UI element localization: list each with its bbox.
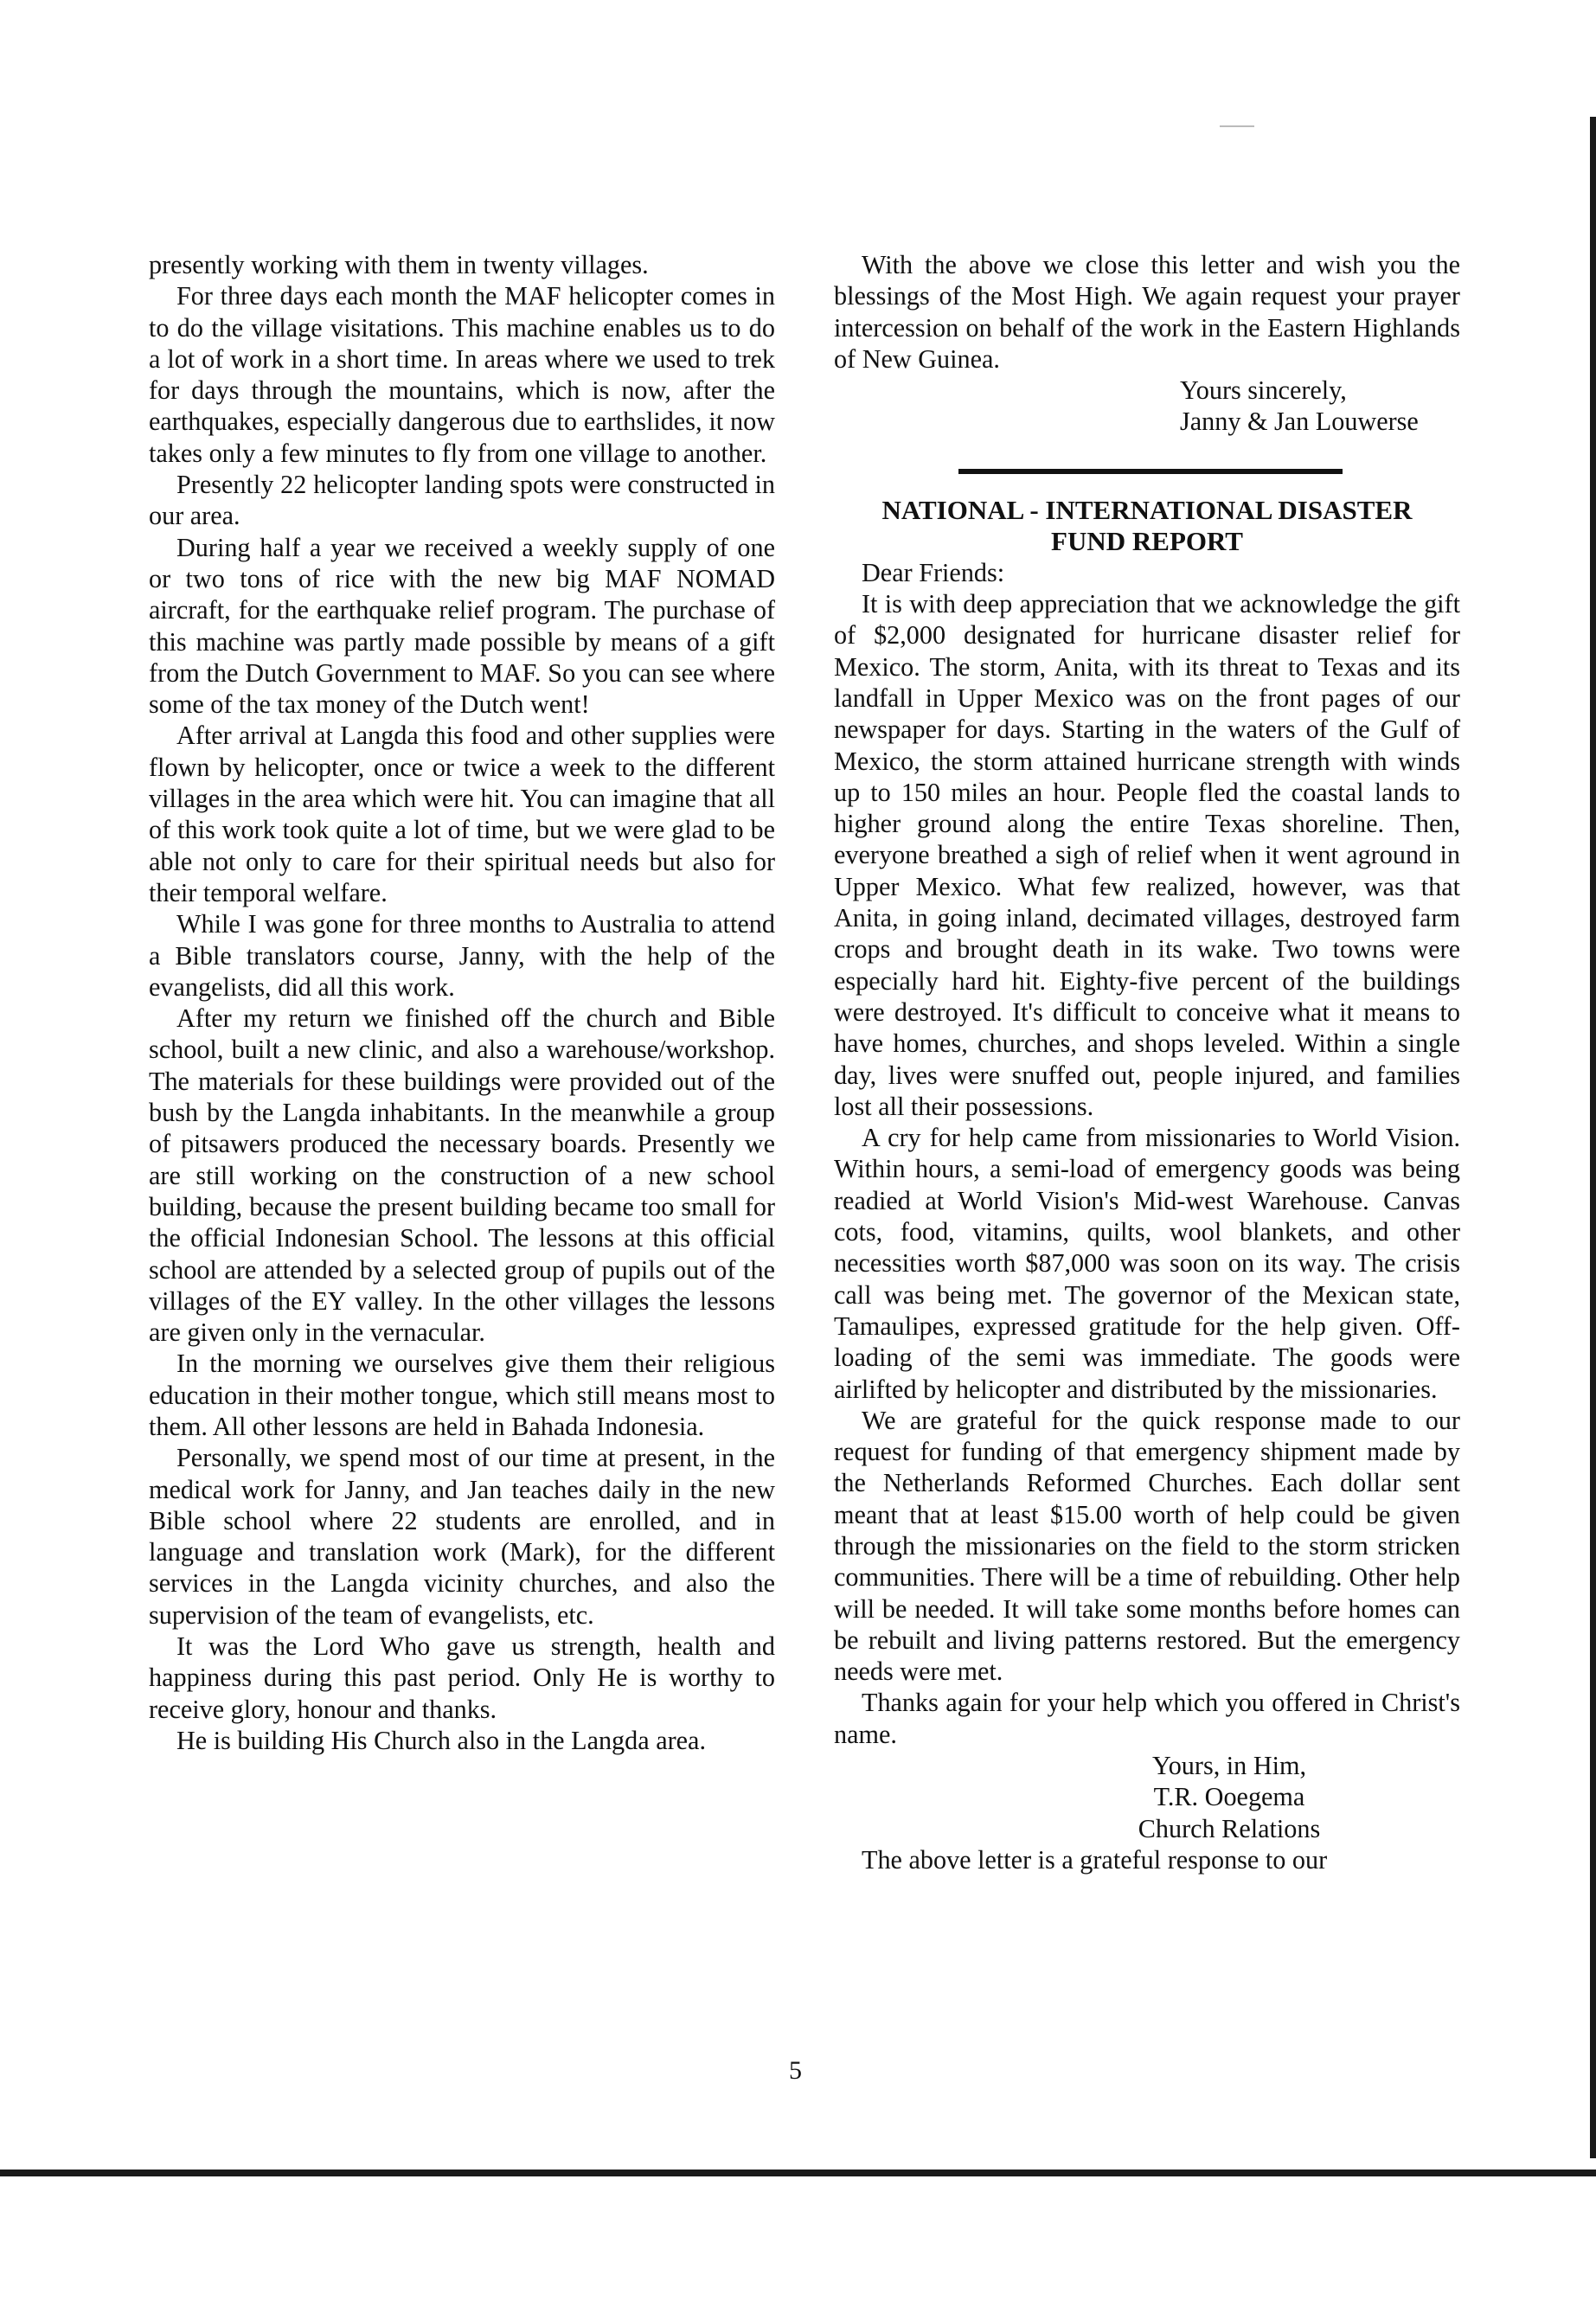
right-final-paragraph: The above letter is a grateful response to our: [862, 1844, 1328, 1875]
right-paragraph-1: It is with deep appreciation that we acknowledge the gift of $2,000 designated for hurricane disaster relief for Mexico. The storm, Anita, with its threat to Texas and its landfall in Upper Mexico was on the front pages of our newspaper for days. Starting in the waters of the Gulf of Mexico, the storm attained hurricane strength with winds up to 150 miles an hour. People fled the coastal lands to higher ground along the entire Texas shoreline. Then, everyone breathed a sigh of relief when it went aground in Upper Mexico. What few realized, however, was that Anita, in going inland, decimated villages, destroyed farm crops and brought death in its wake. Two towns were especially hard hit. Eighty-five percent of the buildings were destroyed. It's difficult to conceive what it means to have homes, churches, and shops leveled. Within a single day, lives were snuffed out, people injured, and families lost all their possessions.: [834, 589, 1460, 1121]
right-paragraph-4: Thanks again for your help which you offered in Christ's name.: [834, 1688, 1460, 1749]
left-paragraph-11: He is building His Church also in the Langda area.: [176, 1725, 706, 1755]
page-number: 5: [789, 2056, 802, 2085]
left-paragraph-9: Personally, we spend most of our time at present, in the medical work for Janny, and Jan teaches daily in the new Bible school where 22 students are enrolled, and in language and translation work (Mark), for the different services in the Langda vicinity churches, and also the supervision of the team of evangelists, etc.: [149, 1443, 775, 1630]
left-paragraph-10: It was the Lord Who gave us strength, health and happiness during this past period. Only He is worthy to receive glory, honour and thanks.: [149, 1631, 775, 1724]
closing-signer: T.R. Ooegema: [1153, 1782, 1305, 1812]
heading-line-2: FUND REPORT: [1051, 525, 1243, 556]
right-paragraph-3: We are grateful for the quick response made to our request for funding of that emergency shipment made by the Netherlands Reformed Churches. Each dollar sent meant that at least $15.00 worth of help could be given through the missionaries on the field to the storm stricken communities. There will be a time of rebuilding. Other help will be needed. It will take some months before homes can be rebuilt and living patterns restored. But the emergency needs were met.: [834, 1405, 1460, 1687]
report-greeting: Dear Friends:: [862, 557, 1005, 587]
right-column: [834, 249, 1460, 1875]
left-paragraph-4: During half a year we received a weekly supply of one or two tons of rice with the new big MAF NOMAD aircraft, for the earthquake relief program. The purchase of this machine was partly made possible by means of a gift from the Dutch Government to MAF. So you can see where some of the tax money of the Dutch went!: [149, 532, 775, 720]
closing-salutation: Yours, in Him,: [1151, 1751, 1307, 1781]
letter-closing-paragraph: With the above we close this letter and wish you the blessings of the Most High. We again request your prayer intercession on behalf of the work in the Eastern Highlands of New Guinea.: [834, 250, 1460, 374]
closing-title: Church Relations: [1138, 1813, 1321, 1843]
right-paragraph-2: A cry for help came from missionaries to World Vision. Within hours, a semi-load of emergency goods was being readied at World Vision's Mid-west Warehouse. Canvas cots, food, vitamins, quilts, wool blankets, and other necessities worth $87,000 was soon on its way. The crisis call was being met. The governor of the Mexican state, Tamaulipes, expressed gratitude for the help given. Off-loading of the semi was immediate. The goods were airlifted by helicopter and distributed by the missionaries.: [834, 1123, 1460, 1404]
section-divider-rule: [958, 469, 1343, 474]
letter-signoff: [834, 375, 1460, 438]
left-paragraph-1: presently working with them in twenty villages.: [149, 250, 649, 279]
scan-artifact-mark: [1220, 125, 1254, 127]
section-heading: [834, 495, 1460, 557]
left-paragraph-7: After my return we finished off the church and Bible school, built a new clinic, and also a warehouse/workshop. The materials for these buildings were provided out of the bush by the Langda inhabitants. In the meanwhile a group of pitsawers produced the necessary boards. Presently we are still working on the construction of a new school building, because the present building became too small for the official Indonesian School. The lessons at this official school are attended by a selected group of pupils out of the villages of the EY valley. In the other villages the lessons are given only in the vernacular.: [149, 1003, 775, 1348]
left-paragraph-2: For three days each month the MAF helicopter comes in to do the village visitations. This machine enables us to do a lot of work in a short time. In areas where we used to trek for days through the mountains, which is now, after the earthquakes, especially dangerous due to earthslides, it now takes only a few minutes to fly from one village to another.: [149, 281, 775, 468]
left-paragraph-8: In the morning we ourselves give them their religious education in their mother tongue, which still means most to them. All other lessons are held in Bahada Indonesia.: [149, 1349, 775, 1441]
signoff-salutation: Yours sincerely,: [1180, 375, 1347, 406]
scan-margin-top: [0, 0, 1596, 112]
scan-border-bottom: [0, 2170, 1596, 2176]
left-paragraph-3: Presently 22 helicopter landing spots were constructed in our area.: [149, 470, 775, 531]
left-paragraph-6: While I was gone for three months to Australia to attend a Bible translators course, Janny, with the help of the evangelists, did all this work.: [149, 909, 775, 1002]
left-column: [149, 249, 775, 1756]
signoff-names: Janny & Jan Louwerse: [1180, 407, 1419, 437]
left-paragraph-5: After arrival at Langda this food and other supplies were flown by helicopter, once or twice a week to the different villages in the area which were hit. You can imagine that all of this work took quite a lot of time, but we were glad to be able not only to care for their spiritual needs but also for their temporal welfare.: [149, 721, 775, 907]
report-closing: [834, 1750, 1460, 1844]
scan-border-right: [1590, 117, 1596, 2158]
heading-line-1: NATIONAL - INTERNATIONAL DISASTER: [881, 494, 1413, 525]
